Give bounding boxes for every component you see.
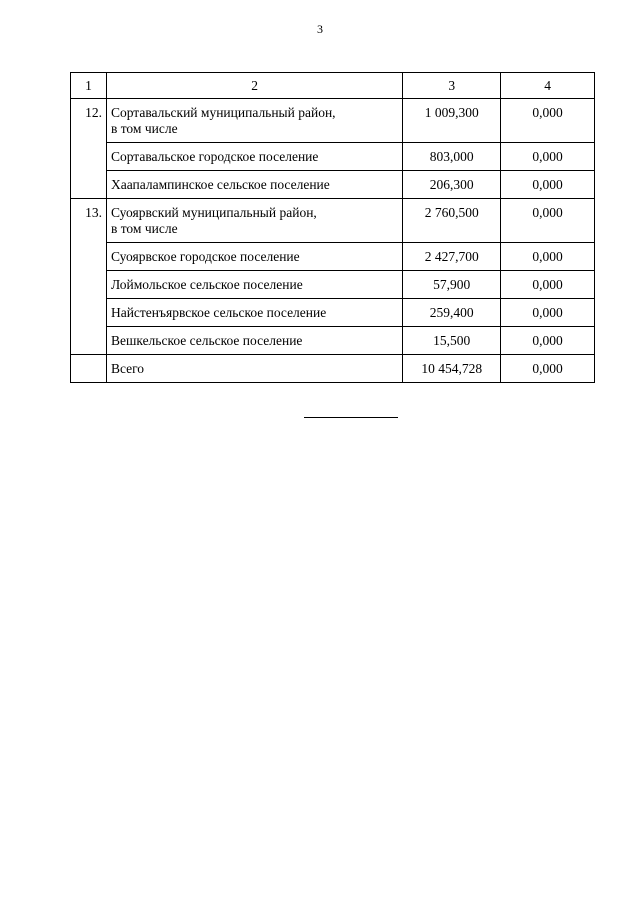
header-col-1: 1 <box>71 73 107 99</box>
row-col3-value: 57,900 <box>403 271 501 299</box>
row-name-line: в том числе <box>110 121 178 136</box>
row-col3-value: 2 760,500 <box>403 199 501 243</box>
table-row <box>71 243 595 271</box>
row-name <box>106 199 402 243</box>
row-name-line: Сортавальский муниципальный район, <box>110 105 336 120</box>
row-name <box>106 271 402 299</box>
row-col4-value: 0,000 <box>501 171 595 199</box>
row-col3-value: 206,300 <box>403 171 501 199</box>
row-name <box>106 327 402 355</box>
row-col3-value: 1 009,300 <box>403 99 501 143</box>
row-col3-value: 259,400 <box>403 299 501 327</box>
header-row <box>71 73 595 99</box>
row-col4-value: 0,000 <box>501 199 595 243</box>
total-col4-value: 0,000 <box>501 355 595 383</box>
header-col-2: 2 <box>106 73 402 99</box>
page-number: 3 <box>317 22 323 36</box>
row-name-line: Найстенъярвское сельское поселение <box>110 305 327 320</box>
table-row <box>71 327 595 355</box>
row-name-line: Сортавальское городское поселение <box>110 149 319 164</box>
end-of-document-rule <box>304 417 398 418</box>
row-name <box>106 143 402 171</box>
row-col3-value: 803,000 <box>403 143 501 171</box>
row-col3-value: 15,500 <box>403 327 501 355</box>
row-col4-value: 0,000 <box>501 99 595 143</box>
row-col3-value: 2 427,700 <box>403 243 501 271</box>
table-row <box>71 271 595 299</box>
row-index: 12. <box>71 99 107 199</box>
row-col4-value: 0,000 <box>501 299 595 327</box>
total-row <box>71 355 595 383</box>
table-header <box>71 73 595 99</box>
total-col3-value: 10 454,728 <box>403 355 501 383</box>
row-col4-value: 0,000 <box>501 327 595 355</box>
row-name <box>106 99 402 143</box>
budget-table <box>70 72 595 383</box>
table-row <box>71 99 595 143</box>
row-name-line: Суоярвский муниципальный район, <box>110 205 317 220</box>
row-name-line: Суоярвское городское поселение <box>110 249 300 264</box>
row-name <box>106 299 402 327</box>
table-row <box>71 199 595 243</box>
table-row <box>71 171 595 199</box>
table-row <box>71 143 595 171</box>
table-row <box>71 299 595 327</box>
table-body <box>71 99 595 383</box>
total-index <box>71 355 107 383</box>
header-col-4: 4 <box>501 73 595 99</box>
row-col4-value: 0,000 <box>501 271 595 299</box>
header-col-3: 3 <box>403 73 501 99</box>
row-name-line: Хаапалампинское сельское поселение <box>110 177 330 192</box>
row-name-line: Лоймольское сельское поселение <box>110 277 303 292</box>
row-name-line: Вешкельское сельское поселение <box>110 333 303 348</box>
row-col4-value: 0,000 <box>501 143 595 171</box>
row-name-line: в том числе <box>110 221 178 236</box>
row-name <box>106 171 402 199</box>
total-label: Всего <box>106 355 402 383</box>
row-index: 13. <box>71 199 107 355</box>
row-name <box>106 243 402 271</box>
row-col4-value: 0,000 <box>501 243 595 271</box>
